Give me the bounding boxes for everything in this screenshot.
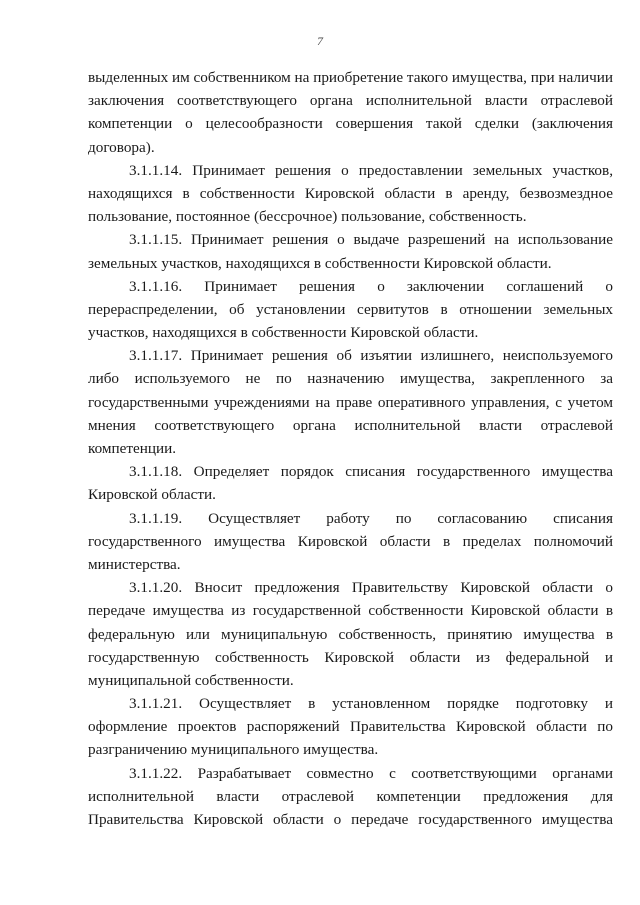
text-line: компетенции.	[88, 440, 177, 457]
text-line: государственного имущества Кировской области в пределах полномочий	[88, 532, 613, 550]
text-line: передаче имущества из государственной собственности Кировской области в	[88, 602, 613, 620]
text-line: находящихся в собственности Кировской области в аренду, безвозмездное	[88, 184, 613, 202]
paragraph-start-line: 3.1.1.21. Осуществляет в установленном порядке подготовку и	[129, 695, 613, 713]
paragraph-start-line: 3.1.1.19. Осуществляет работу по согласованию списания	[129, 509, 613, 527]
paragraph-start-line: 3.1.1.20. Вносит предложения Правительству Кировской области о	[129, 579, 613, 597]
text-line: пользование, постоянное (бессрочное) пользование, собственность.	[88, 208, 527, 226]
text-line: муниципальной собственности.	[88, 671, 294, 689]
text-line: государственную собственность Кировской области из федеральной и	[88, 648, 613, 666]
text-line: либо используемого не по назначению имущества, закрепленного за	[88, 370, 613, 388]
text-line: Правительства Кировской области о передаче государственного имущества	[88, 811, 613, 828]
text-line: министерства.	[88, 555, 181, 573]
paragraph-start-line: 3.1.1.18. Определяет порядок списания государственного имущества	[129, 463, 613, 481]
text-line: федеральную или муниципальную собственность, принятию имущества в	[88, 625, 613, 643]
text-line: исполнительной власти отраслевой компетенции предложения для	[88, 787, 613, 805]
text-line: оформление проектов распоряжений Правительства Кировской области по	[88, 718, 613, 736]
document-body	[88, 66, 613, 831]
text-line: договора).	[88, 138, 155, 156]
paragraph-start-line: 3.1.1.22. Разрабатывает совместно с соответствующими органами	[129, 764, 613, 782]
paragraph-start-line: 3.1.1.17. Принимает решения об изъятии излишнего, неиспользуемого	[129, 347, 613, 365]
text-line: выделенных им собственником на приобретение такого имущества, при наличии	[88, 69, 613, 86]
text-line: мнения соответствующего органа исполнительной власти отраслевой	[88, 416, 613, 434]
paragraph-start-line: 3.1.1.16. Принимает решения о заключении соглашений о	[129, 277, 613, 295]
text-line: разграничению муниципального имущества.	[88, 741, 379, 759]
text-line: участков, находящихся в собственности Кировской области.	[88, 324, 479, 342]
text-line: заключения соответствующего органа исполнительной власти отраслевой	[88, 92, 613, 110]
paragraph-start-line: 3.1.1.14. Принимает решения о предоставлении земельных участков,	[129, 161, 613, 179]
page-number: 7	[317, 34, 323, 48]
text-line: перераспределении, об установлении сервитутов в отношении земельных	[88, 300, 613, 318]
text-line: государственными учреждениями на праве оперативного управления, с учетом	[88, 393, 613, 411]
paragraph-start-line: 3.1.1.15. Принимает решения о выдаче разрешений на использование	[129, 231, 613, 249]
text-line: Кировской области.	[88, 486, 216, 504]
text-line: земельных участков, находящихся в собственности Кировской области.	[88, 254, 552, 272]
text-line: компетенции о целесообразности совершения такой сделки (заключения	[88, 115, 613, 133]
